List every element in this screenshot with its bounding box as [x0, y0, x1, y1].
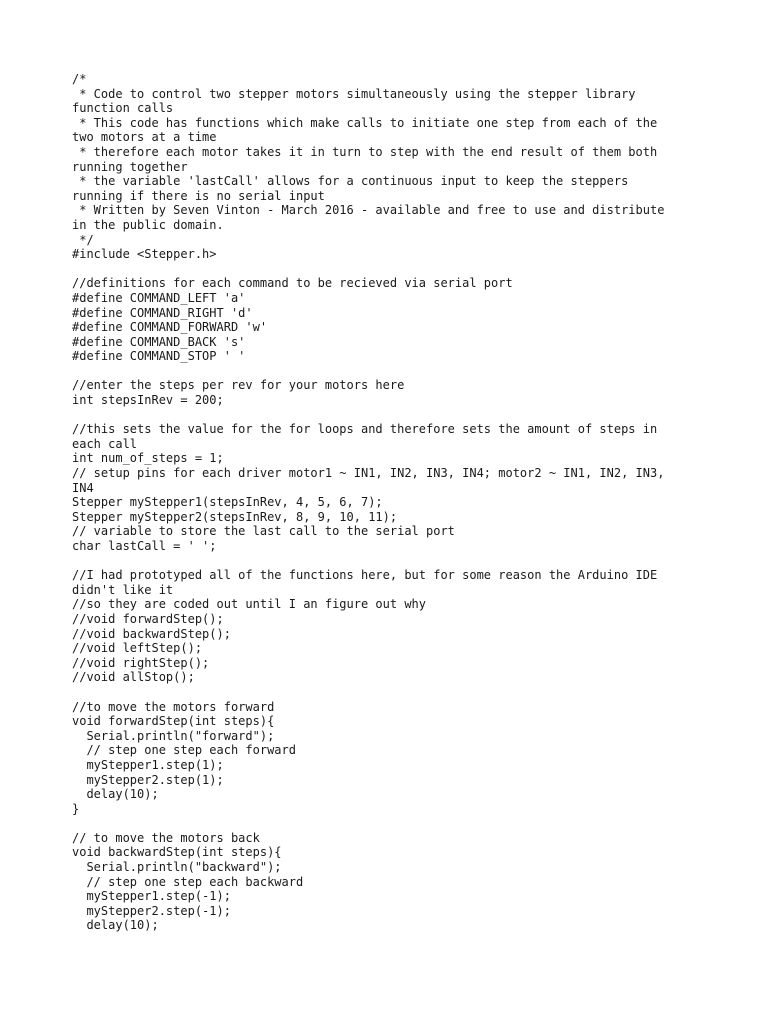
- code-line: */: [72, 232, 94, 247]
- code-line: //to move the motors forward: [72, 699, 275, 714]
- code-listing: [72, 72, 702, 933]
- code-line: in the public domain.: [72, 217, 224, 232]
- code-line: void forwardStep(int steps){: [72, 714, 275, 729]
- code-line: myStepper2.step(1);: [72, 772, 224, 787]
- code-line: myStepper2.step(-1);: [72, 903, 231, 918]
- code-line: // step one step each backward: [72, 874, 304, 889]
- code-line: #define COMMAND_LEFT 'a': [72, 290, 246, 305]
- code-line: * Written by Seven Vinton - March 2016 - available and free to use and distribute: [72, 203, 665, 218]
- code-line: //void rightStep();: [72, 655, 210, 670]
- code-line: //enter the steps per rev for your motors here: [72, 378, 405, 393]
- code-line: [72, 408, 702, 423]
- code-line: IN4: [72, 480, 94, 495]
- code-line: #include <Stepper.h>: [72, 247, 217, 262]
- code-line: }: [72, 801, 80, 816]
- code-line: //this sets the value for the for loops and therefore sets the amount of steps in: [72, 422, 658, 437]
- code-line: myStepper1.step(1);: [72, 757, 224, 772]
- code-line: int num_of_steps = 1;: [72, 451, 224, 466]
- code-line: #define COMMAND_STOP ' ': [72, 349, 246, 364]
- code-line: myStepper1.step(-1);: [72, 889, 231, 904]
- code-line: //so they are coded out until I an figure out why: [72, 597, 427, 612]
- code-line: //definitions for each command to be recieved via serial port: [72, 276, 513, 291]
- code-line: int stepsInRev = 200;: [72, 393, 224, 408]
- code-line: Stepper myStepper1(stepsInRev, 4, 5, 6, 7);: [72, 495, 383, 510]
- code-line: //void leftStep();: [72, 641, 203, 656]
- code-line: delay(10);: [72, 787, 159, 802]
- code-line: //void backwardStep();: [72, 626, 231, 641]
- code-line: //void allStop();: [72, 670, 195, 685]
- code-line: // setup pins for each driver motor1 ~ IN1, IN2, IN3, IN4; motor2 ~ IN1, IN2, IN3,: [72, 466, 665, 481]
- code-line: * the variable 'lastCall' allows for a continuous input to keep the steppers: [72, 174, 629, 189]
- code-line: char lastCall = ' ';: [72, 539, 217, 553]
- code-line: // to move the motors back: [72, 830, 260, 845]
- code-line: //void forwardStep();: [72, 611, 224, 626]
- code-line: //I had prototyped all of the functions here, but for some reason the Arduino IDE: [72, 568, 658, 583]
- code-line: each call: [72, 436, 138, 451]
- code-line: * This code has functions which make calls to initiate one step from each of the: [72, 115, 658, 130]
- code-line: * Code to control two stepper motors simultaneously using the stepper library: [72, 86, 636, 101]
- code-line: [72, 685, 702, 700]
- code-line: void backwardStep(int steps){: [72, 845, 282, 860]
- code-line: #define COMMAND_BACK 's': [72, 334, 246, 349]
- code-line: [72, 816, 702, 831]
- code-line: two motors at a time: [72, 130, 217, 145]
- code-line: // step one step each forward: [72, 743, 296, 758]
- code-line: Serial.println("backward");: [72, 860, 282, 875]
- code-line: didn't like it: [72, 582, 174, 597]
- code-line: function calls: [72, 101, 174, 116]
- code-line: delay(10);: [72, 918, 159, 933]
- code-line: /*: [72, 72, 87, 86]
- code-line: * therefore each motor takes it in turn to step with the end result of them both: [72, 144, 658, 159]
- code-line: // variable to store the last call to the serial port: [72, 524, 455, 539]
- code-line: Serial.println("forward");: [72, 728, 275, 743]
- code-line: running together: [72, 159, 188, 174]
- code-line: running if there is no serial input: [72, 188, 325, 203]
- code-line: #define COMMAND_RIGHT 'd': [72, 305, 253, 320]
- code-line: [72, 262, 702, 277]
- code-line: [72, 554, 702, 569]
- code-line: #define COMMAND_FORWARD 'w': [72, 320, 268, 335]
- code-line: [72, 364, 702, 379]
- code-line: Stepper myStepper2(stepsInRev, 8, 9, 10, 11);: [72, 509, 398, 524]
